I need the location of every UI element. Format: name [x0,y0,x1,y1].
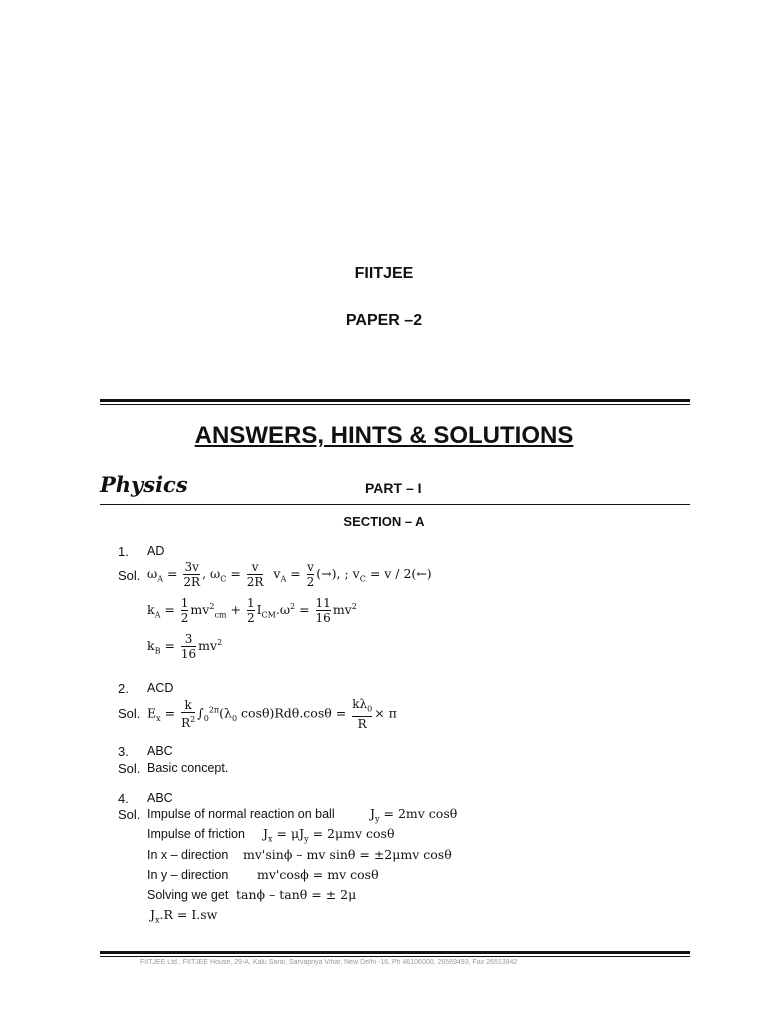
question-number: 3. [118,744,129,759]
question-number: 4. [118,791,129,806]
document-title: ANSWERS, HINTS & SOLUTIONS [194,422,574,449]
equation: tanϕ – tanθ = ± 2μ [236,887,357,902]
footer-rule-thin [100,956,690,957]
question-number: 2. [118,681,129,696]
question-number: 1. [118,544,129,559]
organization-name: FIITJEE [354,265,414,282]
equation: mv'sinϕ – mv sinθ = ±2μmv cosθ [243,847,452,862]
footer-text: FIITJEE Ltd., FIITJEE House, 29-A, Kalu Sarai, Sarvapriya Vihar, New Delhi -16, Ph 46106000, 26569493, Fax 26513942 [140,959,518,966]
solution-text: In x – direction [147,848,229,862]
part-rule [100,504,690,505]
solution-text: Solving we get [147,888,229,902]
equation: $J_y = 2mv$ cosθ [370,806,458,824]
section-label: SECTION – A [343,514,425,529]
top-rule [100,399,690,402]
question-answer: ACD [147,681,174,695]
equation: mv'cosϕ = mv cosθ [257,867,379,882]
equation: $J_x.R = I.sw$ [150,907,218,925]
equation: $k_A$ = $\frac{1}{2}$ $mv^2_{cm}$ + $\frac{1}{2}$ $I_{CM}.\omega^2$ = $\frac{11}{16}$ $mv^2$ [147,596,357,625]
question-answer: ABC [147,744,173,758]
top-rule-thin [100,404,690,405]
paper-label: PAPER –2 [345,312,423,329]
solution-text: Impulse of friction [147,827,245,841]
sol-label: Sol. [118,568,141,583]
equation: $\omega_A$ = $\frac{3v}{2R}$ , $\omega_C$ = $\frac{v}{2R}$ $v_A$ = $\frac{v}{2}$ (→), ; $v_C = v$ / 2(←) [147,560,432,589]
sol-label: Sol. [118,706,141,721]
sol-label: Sol. [118,761,141,776]
part-label: PART – I [365,480,422,496]
solution-text: Impulse of normal reaction on ball [147,807,335,821]
equation: $k_B$ = $\frac{3}{16}$ $mv^2$ [147,632,223,661]
sol-label: Sol. [118,807,141,822]
solution-text: In y – direction [147,868,229,882]
equation: $E_x$ = $\frac{k}{R^2}$ $\int_0^{2\pi}(\lambda_0$ cosθ)Rdθ.cosθ = $\frac{k\lambda_0}{R}$ × π [147,697,397,732]
solution-text: Basic concept. [147,761,229,775]
equation: $J_x = \mu J_y = 2\mu mv$ cosθ [263,826,395,844]
question-answer: AD [147,544,165,558]
footer-rule [100,951,690,954]
subject-heading: Physics [100,472,188,497]
question-answer: ABC [147,791,173,805]
